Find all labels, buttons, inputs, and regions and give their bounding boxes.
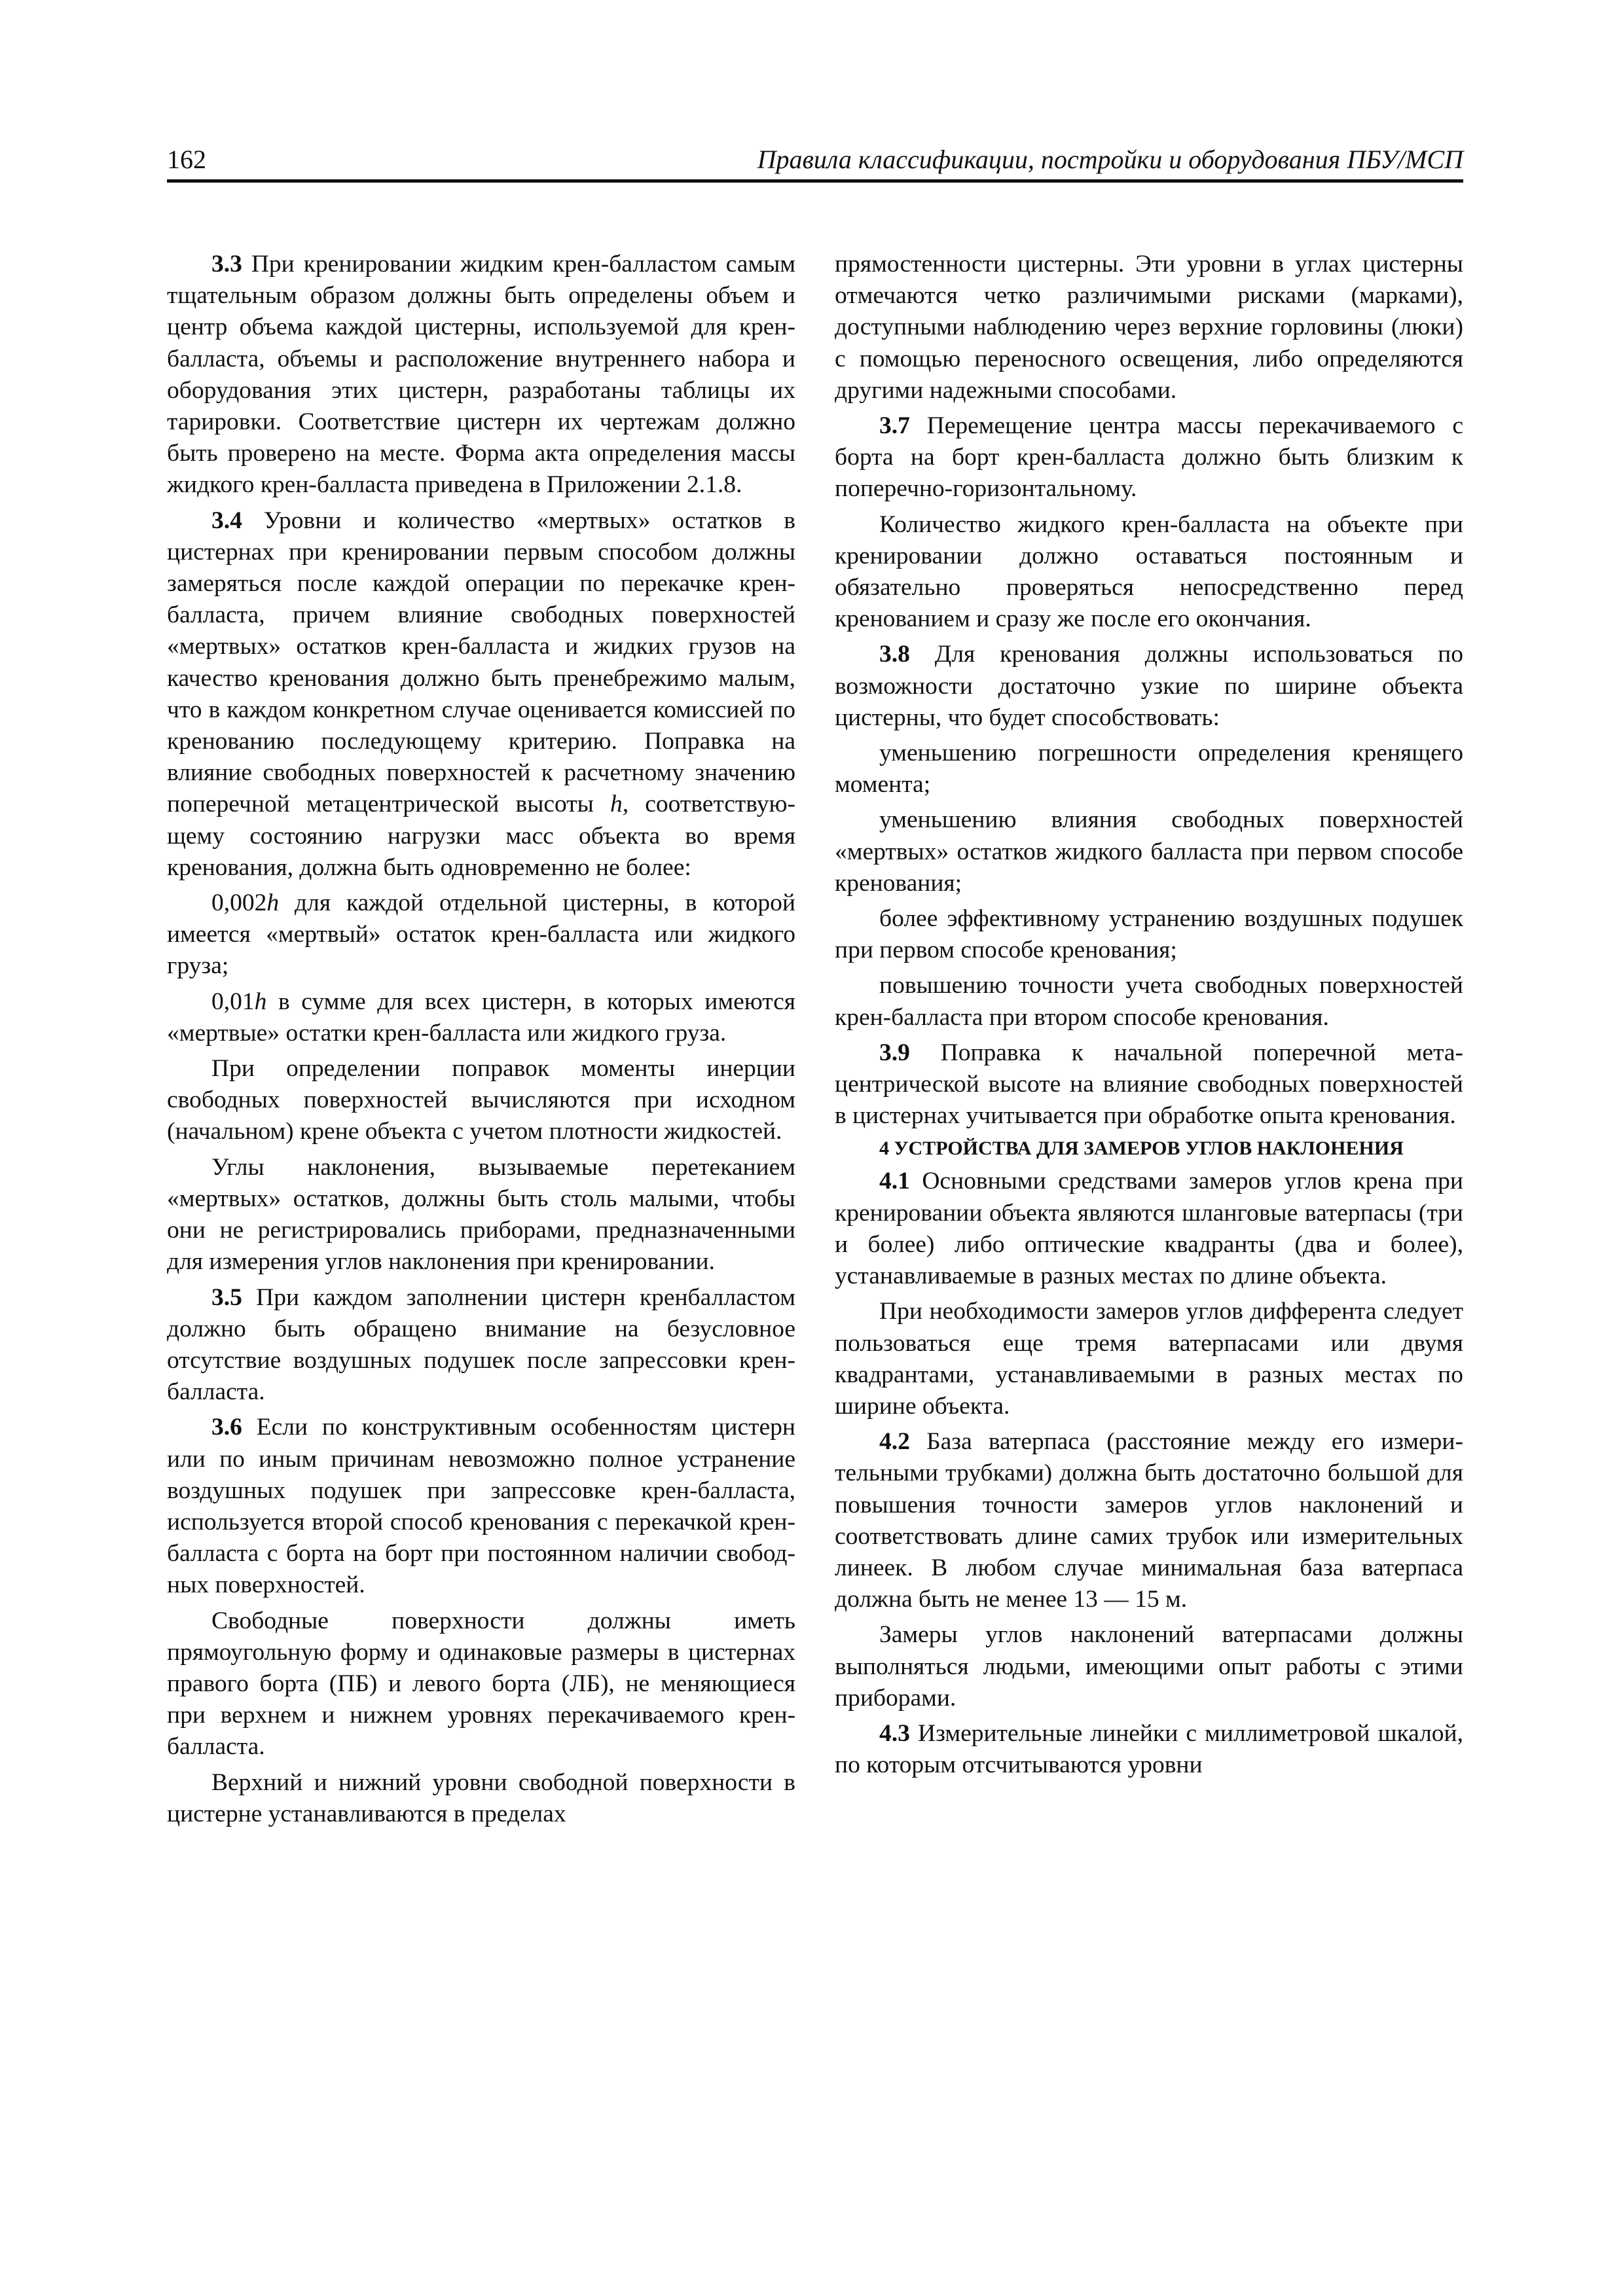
paragraph-inertia: При определении поправок моменты инерции свободных поверхностей вычисляются при исходном (начальном) крене объекта с учетом плотности жидкостей. — [167, 1055, 795, 1145]
clause-number: 4.3 — [879, 1719, 910, 1747]
clause-number: 3.6 — [211, 1414, 242, 1441]
paragraph-4-2 — [835, 1426, 1463, 1615]
paragraph-quantity: Количество жидкого крен-балласта на объекте при кренировании должно оставаться постоянным и обязательно проверяться непосредственно перед кренованием и сразу же после его окончания. — [835, 511, 1463, 633]
paragraph-text: Для кренования должны использоваться по возможности достаточно узкие по ширине объекта цистерны, что будет способствовать: — [835, 641, 1463, 731]
paragraph-3-9 — [835, 1037, 1463, 1132]
paragraph-text: Поправка к начальной поперечной метацентрической высоте на влияние свободных поверхностей в цистернах учитывается при обработке опыта кренования. — [835, 1039, 1463, 1130]
clause-number: 3.5 — [211, 1283, 242, 1311]
paragraph-text: Перемещение центра массы перекачиваемого с борта на борт крен-балласта должно быть близким к поперечно-горизонтальному. — [835, 412, 1463, 503]
symbol-h: h, — [610, 791, 629, 818]
paragraph-text: При каждом заполнении цистерн кренбалластом должно быть обращено внимание на безусловное отсутствие воздушных подушек после запрессовки крен-балласта. — [167, 1283, 795, 1406]
running-title: Правила классификации, постройки и оборудования ПБУ/МСП — [757, 145, 1463, 174]
clause-number: 3.3 — [211, 251, 242, 278]
paragraph-levels-continued: прямостенности цистерны. Эти уровни в углах цистерны отмечаются четко различимыми рисками (марками), доступными наблюдению через верхние горловины (люки) с помощью переносного освещения, либо определяются другими надежными способами. — [835, 251, 1463, 404]
symbol-h: h — [254, 988, 267, 1015]
paragraph-trim: При необходимости замеров углов дифферента следует пользоваться еще тремя ватерпасами или двумя квадрантами, устанавливаемыми в разных местах по ширине объекта. — [835, 1298, 1463, 1420]
criterion-single-tank — [167, 888, 795, 982]
criterion-value: 0,01 — [211, 988, 255, 1015]
paragraph-text: для каждой отдельной цистерны, в которой имеется «мертвый» остаток крен-балласта или жидкого груза; — [167, 889, 795, 980]
criterion-all-tanks — [167, 986, 795, 1049]
list-item: повышению точности учета свободных поверхностей крен-балласта при втором способе кренования. — [835, 972, 1463, 1031]
paragraph-text: Основными средствами замеров углов крена при кренировании объекта являются шланговые ватерпасы (три и более) либо оптические квадранты (два и более), устанавливаемые в разных местах по длине объекта. — [835, 1168, 1463, 1290]
paragraph-free-surfaces: Свободные поверхности должны иметь прямоугольную форму и одинаковые размеры в цистернах правого борта (ПБ) и левого борта (ЛБ), не меняющиеся при верхнем и нижнем уровнях перекачиваемого крен-балласта. — [167, 1607, 795, 1761]
paragraph-people: Замеры углов наклонений ватерпасами должны выполняться людьми, имеющими опыт работы с этими приборами. — [835, 1621, 1463, 1712]
clause-number: 3.9 — [879, 1039, 910, 1066]
symbol-h: h — [266, 889, 280, 917]
paragraph-text: Если по конструктивным особенностям цистерн или по иным причинам невозможно полное устранение воздушных подушек при запрессовке крен-балласта, используется второй способ кренования с перекачкой крен-балласта с борта на борт при постоянном наличии свободных поверхностей. — [167, 1414, 795, 1599]
paragraph-3-6 — [167, 1412, 795, 1601]
paragraph-3-4 — [167, 505, 795, 884]
paragraph-4-3 — [835, 1718, 1463, 1781]
page-header — [167, 143, 1463, 183]
paragraph-3-8 — [835, 639, 1463, 734]
paragraph-3-7 — [835, 410, 1463, 505]
paragraph-text: соответствующему состоянию нагрузки масс объекта во время кренования, должна быть одновременно не более: — [167, 791, 795, 881]
paragraph-angles: Углы наклонения, вызываемые перетеканием «мертвых» остатков, должны быть столь малыми, чтобы они не регистрировались приборами, предназначенными для измерения углов наклонения при кренировании. — [167, 1153, 795, 1276]
criterion-value: 0,002 — [211, 889, 267, 917]
right-column — [835, 249, 1463, 1785]
paragraph-text: База ватерпаса (расстояние между его измерительными трубками) должна быть достаточно большой для повышения точности замеров углов наклонений и соответствовать длине самих трубок или измерительных линеек. В любом случае минимальная база ватерпаса должна быть не менее 13 — 15 м. — [835, 1428, 1463, 1613]
section-heading: 4 УСТРОЙСТВА ДЛЯ ЗАМЕРОВ УГЛОВ НАКЛОНЕНИЯ — [879, 1138, 1404, 1160]
paragraph-text: в сумме для всех цистерн, в которых имеются «мертвые» остатки крен-балласта или жидкого груза. — [167, 988, 795, 1047]
clause-number: 3.7 — [879, 412, 910, 440]
paragraph-levels: Верхний и нижний уровни свободной поверхности в цистерне устанавливаются в пределах — [167, 1768, 795, 1827]
clause-number: 3.8 — [879, 641, 910, 668]
clause-number: 4.2 — [879, 1428, 910, 1456]
list-item: уменьшению влияния свободных поверхностей «мертвых» остатков жидкого балласта при первом способе кренования; — [835, 806, 1463, 897]
clause-number: 3.4 — [211, 507, 242, 534]
left-column — [167, 249, 795, 1834]
paragraph-3-5 — [167, 1282, 795, 1408]
page-number: 162 — [167, 145, 206, 174]
paragraph-3-3 — [167, 249, 795, 501]
paragraph-text: Измерительные линейки с миллиметровой шкалой, по которым отсчитываются уровни — [835, 1719, 1463, 1779]
paragraph-text: При кренировании жидким крен-балластом самым тщательным образом должны быть определены объем и центр объема каждой цистерны, используемой для крен-балласта, объемы и расположение внутреннего набора и оборудования этих цистерн, разработаны таблицы их тарировки. Соответствие цистерн их чертежам должно быть проверено на месте. Форма акта определения массы жидкого крен-балласта приведена в Приложении 2.1.8. — [167, 251, 795, 499]
list-item: уменьшению погрешности определения кренящего момента; — [835, 740, 1463, 798]
clause-number: 4.1 — [879, 1168, 910, 1195]
paragraph-text: Уровни и количество «мертвых» остатков в цистернах при кренировании первым способом должны замеряться после каждой операции по перекачке крен-балласта, причем влияние свободных поверхностей «мертвых» остатков крен-балласта и жидких грузов на качество кренования должно быть пренебрежимо малым, что в каждом конкретном случае оценивается комиссией по кренованию последующему критерию. Поправка на влияние свободных поверхностей к расчетному значению поперечной метацентрической высоты — [167, 507, 795, 818]
list-item: более эффективному устранению воздушных подушек при первом способе кренования; — [835, 905, 1463, 964]
paragraph-4-1 — [835, 1166, 1463, 1292]
